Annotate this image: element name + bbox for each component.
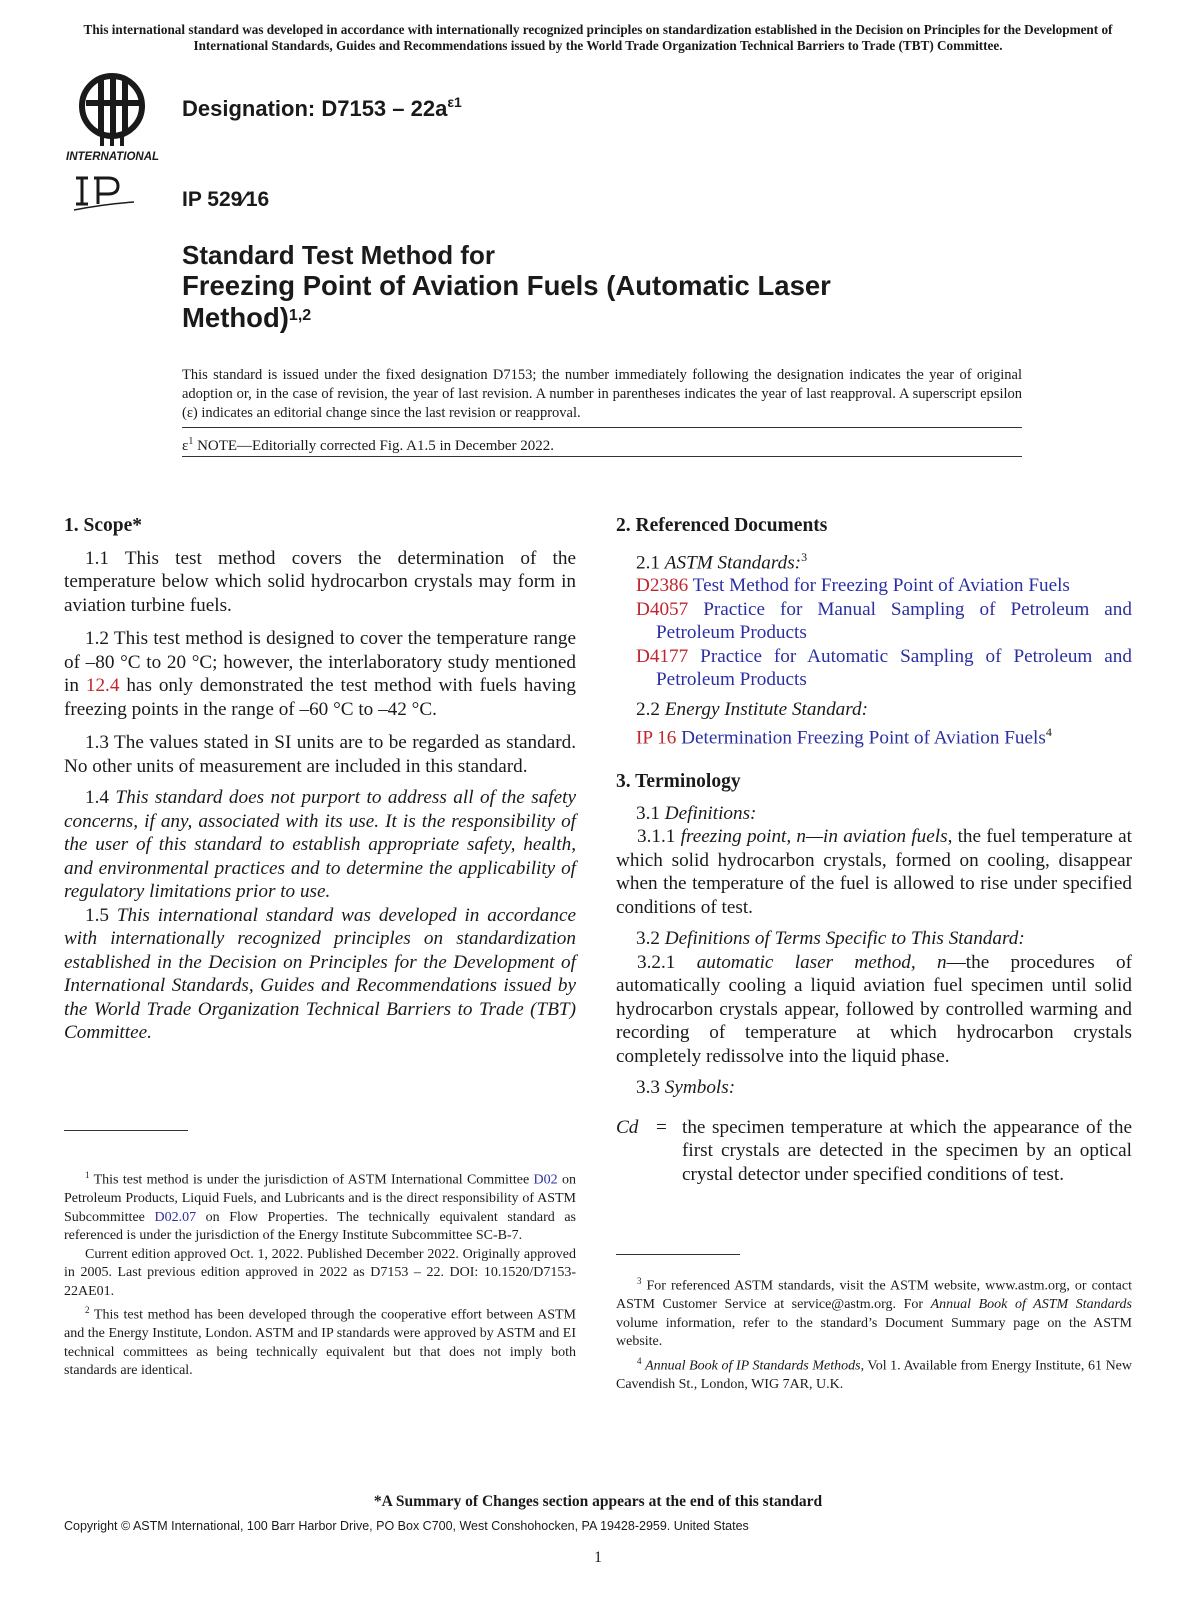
definition-automatic-laser-method — [616, 951, 1132, 1069]
symbol: Cd — [616, 1116, 639, 1138]
para-1-4-num: 1.4 — [85, 787, 116, 808]
epsilon-text: NOTE—Editorially corrected Fig. A1.5 in December 2022. — [193, 438, 555, 454]
page-title — [182, 240, 942, 334]
symbol-definition — [616, 1116, 1132, 1187]
para-1-5-num: 1.5 — [85, 904, 117, 926]
footnote-1-text: on Petroleum Products, Liquid Fuels, and Lubricants and is the direct responsibility of ASTM Subcommittee — [64, 1172, 577, 1225]
footnotes-left — [64, 1166, 576, 1381]
footnote-4: $^4$ Annual Book of IP Standards Methods, Vol 1. Available from Energy Institute, 61 New Cavendish St., London, WIG 7AR, U.K. — [616, 1355, 1132, 1392]
footnote-1-text: on Flow Properties. The technically equivalent standard as referenced is under the jurisdiction of the Energy Institute Subcommittee SC-B-7. — [64, 1209, 576, 1244]
title-line2: Freezing Point of Aviation Fuels (Automatic Laser Method) — [182, 270, 831, 333]
reference-item[interactable] — [616, 574, 1132, 598]
definition-text: —the procedures of automatically cooling a liquid aviation fuel specimen until solid hydrocarbon crystals appear, followed by controlled warming and recording of temperature at which hydrocarbon crystals completely redissolve into the liquid phase. — [616, 951, 1132, 1067]
edition-note: Current edition approved Oct. 1, 2022. Published December 2022. Originally approved in 2005. Last previous edition approved in 2022 as D7153 – 22. DOI: 10.1520/D7153-22AE01. — [64, 1246, 576, 1299]
subcommittee-link-d02-07[interactable]: D02.07 — [154, 1209, 197, 1225]
definition-freezing-point — [616, 825, 1132, 919]
label-sup: 3 — [801, 549, 808, 564]
reference-code[interactable]: D4057 — [636, 598, 689, 620]
label-text: ASTM Standards: — [664, 551, 802, 573]
label-num: 3.2.1 — [637, 951, 697, 973]
para-1-2-text: 1.2 This test method is designed to cover the temperature range of –80 °C to 20 °C; however, the interlaboratory study mentioned in — [64, 628, 576, 696]
astm-standards-label — [616, 546, 1132, 575]
divider — [182, 427, 1022, 428]
para-1-2 — [64, 627, 576, 721]
footnote-3: $^3$ For referenced ASTM standards, visit the ASTM website, www.astm.org, or contact ASTM Customer Service at service@astm.org. For Annual Book of ASTM Standards volume information, refer to the standard’s Document Summary page on the ASTM website. — [616, 1276, 1132, 1350]
footnote-divider — [64, 1130, 188, 1131]
designation — [182, 96, 462, 122]
reference-code[interactable]: D2386 — [636, 575, 689, 597]
astm-logo-text: INTERNATIONAL — [66, 151, 160, 163]
specific-definitions-label — [616, 927, 1132, 951]
scope-section — [64, 514, 576, 1045]
equals: = — [656, 1116, 667, 1138]
ip-reference[interactable] — [616, 721, 1132, 750]
symbols-label — [616, 1076, 1132, 1100]
para-1-4 — [64, 786, 576, 904]
ei-standard-label — [616, 698, 1132, 722]
astm-logo — [64, 70, 168, 165]
reference-code[interactable]: D4177 — [636, 645, 689, 667]
definition-text: , the fuel temperature at which solid hydrocarbon crystals, formed on cooling, disappear when the temperature of the fuel is allowed to rise under specified conditions of test. — [616, 826, 1132, 918]
section-link-12-4[interactable]: 12.4 — [85, 675, 120, 696]
label-text: Definitions: — [664, 802, 757, 824]
page-number: 1 — [594, 1549, 602, 1566]
footnote-3-text: For referenced ASTM standards, visit the ASTM website, www.astm.org, or contact ASTM Customer Service at service@astm.org. For — [616, 1278, 1132, 1313]
reference-item[interactable] — [616, 645, 1132, 692]
references-heading: 2. Referenced Documents — [616, 515, 828, 536]
para-1-5-text: This international standard was developed in accordance with internationally recognized principles on standardization established in the Decision on Principles for the Development of International Standards, Guides and Recommendations issued by the World Trade Organization Technical Barriers to Trade (TBT) Committee. — [64, 904, 576, 1043]
term: freezing point, n—in aviation fuels — [680, 826, 948, 848]
label-num: 2.1 — [636, 551, 665, 573]
reference-code[interactable]: IP 16 — [636, 727, 677, 749]
reference-title[interactable]: Practice for Manual Sampling of Petroleum and Petroleum Products — [656, 598, 1132, 644]
footnote-2: $^2$ This test method has been developed through the cooperative effort between ASTM and the Energy Institute, London. ASTM and IP standards were approved by ASTM and EI technical committees as being technically equivalent but that does not imply both standards are identical. — [64, 1305, 576, 1379]
label-text: Symbols: — [664, 1077, 736, 1099]
title-line1: Standard Test Method for — [182, 240, 495, 270]
scope-heading: 1. Scope* — [64, 515, 142, 536]
label-num: 3.1.1 — [637, 826, 681, 848]
footnote-1: $^1$ This test method is under the jurisdiction of ASTM International Committee D02 on Petroleum Products, Liquid Fuels, and Lubricants and is the direct responsibility of ASTM Subcommittee D02.07 on Flow Properties. The technically equivalent standard as referenced is under the jurisdiction of the Energy Institute Subcommittee SC-B-7. — [64, 1170, 577, 1244]
footnote-3-title: Annual Book of ASTM Standards — [930, 1297, 1132, 1313]
wto-notice: This international standard was developed in accordance with internationally recognized principles on standardization established in the Decision on Principles for the Development of International Standards, Guides and Recommendations issued by the World Trade Organization Technical Barriers to Trade (TBT) Committee. — [83, 22, 1113, 53]
footnote-4-text: , Vol 1. Available from Energy Institute, 61 New Cavendish St., London, WIG 7AR, U.K. — [616, 1358, 1132, 1392]
title-sup: 1,2 — [288, 307, 312, 324]
reference-sup: 4 — [1045, 725, 1052, 740]
designation-sup: ε1 — [447, 94, 462, 110]
ip-designation: IP 529⁄16 — [182, 188, 270, 211]
para-1-1: 1.1 This test method covers the determination of the temperature below which solid hydrocarbon crystals may form in aviation turbine fuels. — [64, 547, 576, 616]
copyright: Copyright © ASTM International, 100 Barr Harbor Drive, PO Box C700, West Conshohocken, PA 19428-2959. United States — [64, 1519, 749, 1533]
definitions-label — [616, 802, 1132, 826]
para-1-3: 1.3 The values stated in SI units are to be regarded as standard. No other units of measurement are included in this standard. — [64, 732, 576, 777]
reference-title[interactable]: Determination Freezing Point of Aviation Fuels — [676, 727, 1046, 749]
epsilon-sup: 1 — [188, 436, 194, 447]
para-1-5 — [64, 904, 576, 1045]
para-1-2-text: has only demonstrated the test method with fuels having freezing points in the range of –60 °C to –42 °C. — [64, 675, 576, 720]
committee-link-d02[interactable]: D02 — [533, 1172, 558, 1188]
reference-item[interactable] — [616, 598, 1132, 645]
label-text: Energy Institute Standard: — [664, 698, 868, 720]
term: automatic laser method, n — [696, 951, 947, 973]
designation-label: Designation: D7153 – 22a — [182, 96, 448, 121]
reference-title[interactable]: Practice for Automatic Sampling of Petroleum and Petroleum Products — [656, 645, 1132, 691]
terminology-heading: 3. Terminology — [616, 771, 741, 793]
footnotes-right — [616, 1272, 1132, 1394]
label-num: 3.1 — [636, 802, 665, 824]
ip-logo — [72, 174, 136, 214]
para-1-4-text: This standard does not purport to address all of the safety concerns, if any, associated with its use. It is the responsibility of the user of this standard to establish appropriate safety, health, and environmental practices and to determine the applicability of regulatory limitations prior to use. — [64, 787, 576, 902]
epsilon-note — [182, 436, 554, 455]
summary-of-changes-note: *A Summary of Changes section appears at the end of this standard — [373, 1493, 823, 1510]
label-num: 3.2 — [636, 928, 665, 950]
symbol-def: the specimen temperature at which the appearance of the first crystals are detected in the specimen by an optical crystal detector under specified conditions of test. — [682, 1116, 1132, 1185]
reference-title[interactable]: Test Method for Freezing Point of Aviation Fuels — [688, 575, 1070, 597]
epsilon-mark: ε — [182, 438, 189, 454]
divider — [182, 456, 1022, 457]
references-section — [616, 514, 1132, 1186]
label-num: 2.2 — [636, 698, 665, 720]
footnote-divider — [616, 1254, 740, 1255]
footnote-3-text: volume information, refer to the standard’s Document Summary page on the ASTM website. — [616, 1315, 1132, 1350]
label-text: Definitions of Terms Specific to This Standard: — [664, 928, 1025, 950]
issued-note: This standard is issued under the fixed designation D7153; the number immediately following the designation indicates the year of original adoption or, in the case of revision, the year of last revision. A number in parentheses indicates the year of last reapproval. A superscript epsilon (ε) indicates an editorial change since the last revision or reapproval. — [182, 367, 1022, 421]
footnote-4-title: Annual Book of IP Standards Methods — [645, 1358, 861, 1374]
footnote-2-text: This test method has been developed through the cooperative effort between ASTM and the Energy Institute, London. ASTM and IP standards were approved by ASTM and EI technical committees as being technically equivalent but that does not imply both standards are identical. — [64, 1307, 576, 1379]
footnote-1-text: This test method is under the jurisdiction of ASTM International Committee — [89, 1172, 534, 1188]
label-num: 3.3 — [636, 1077, 665, 1099]
